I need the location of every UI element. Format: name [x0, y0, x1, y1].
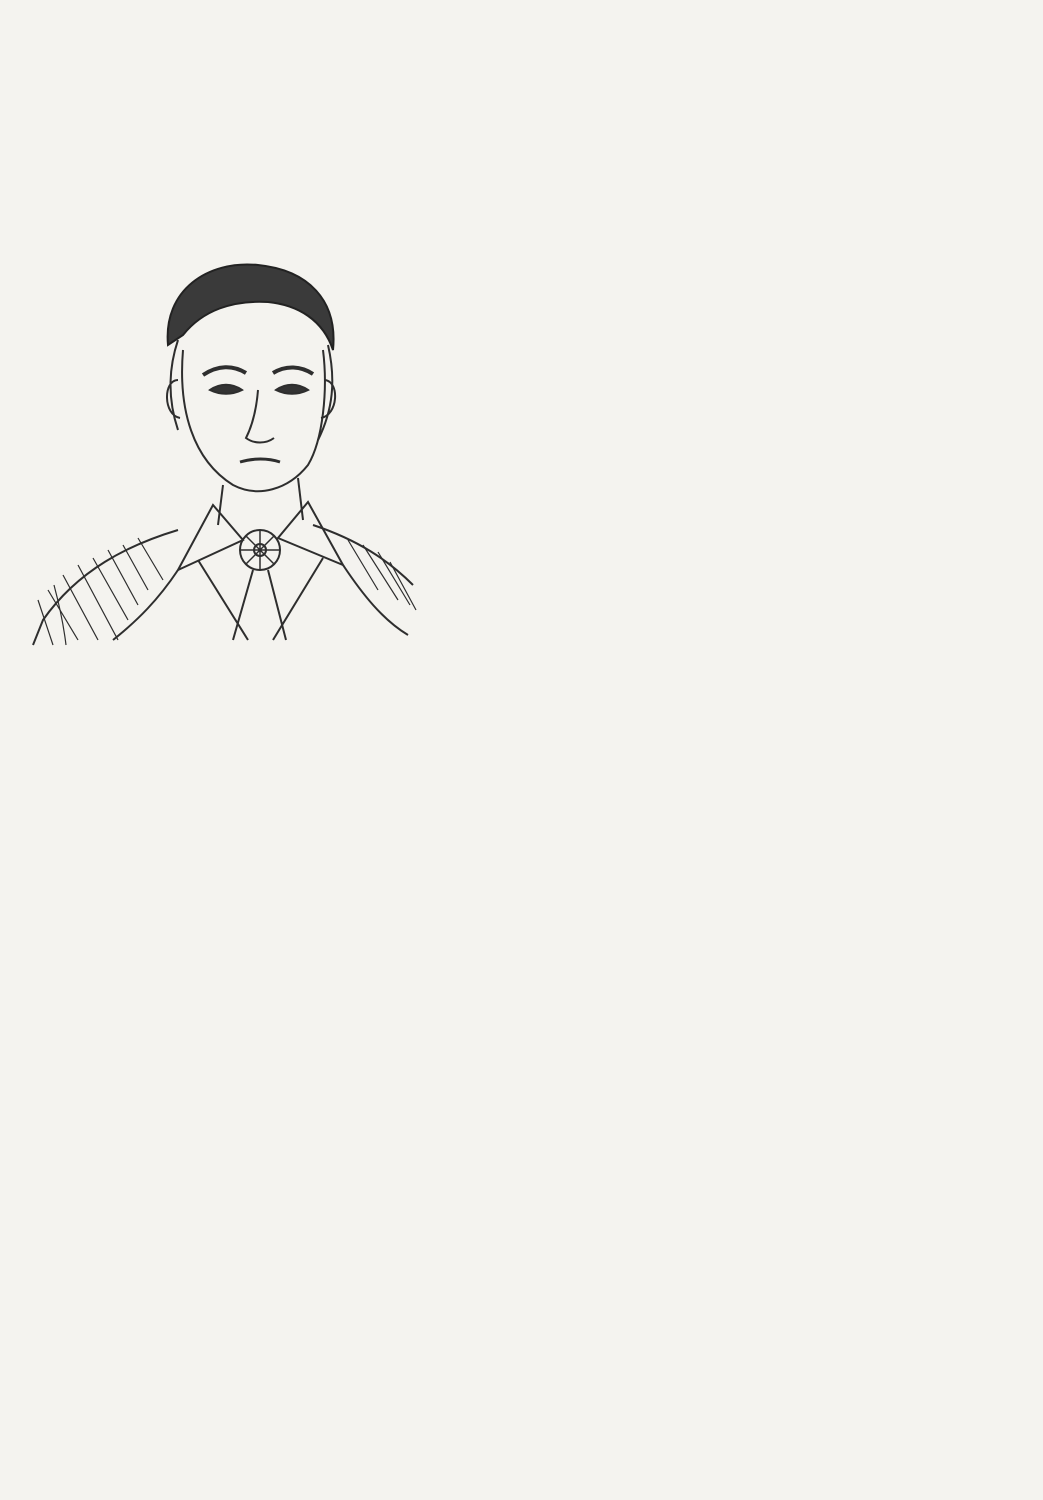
portrait-illustration: [18, 240, 418, 650]
